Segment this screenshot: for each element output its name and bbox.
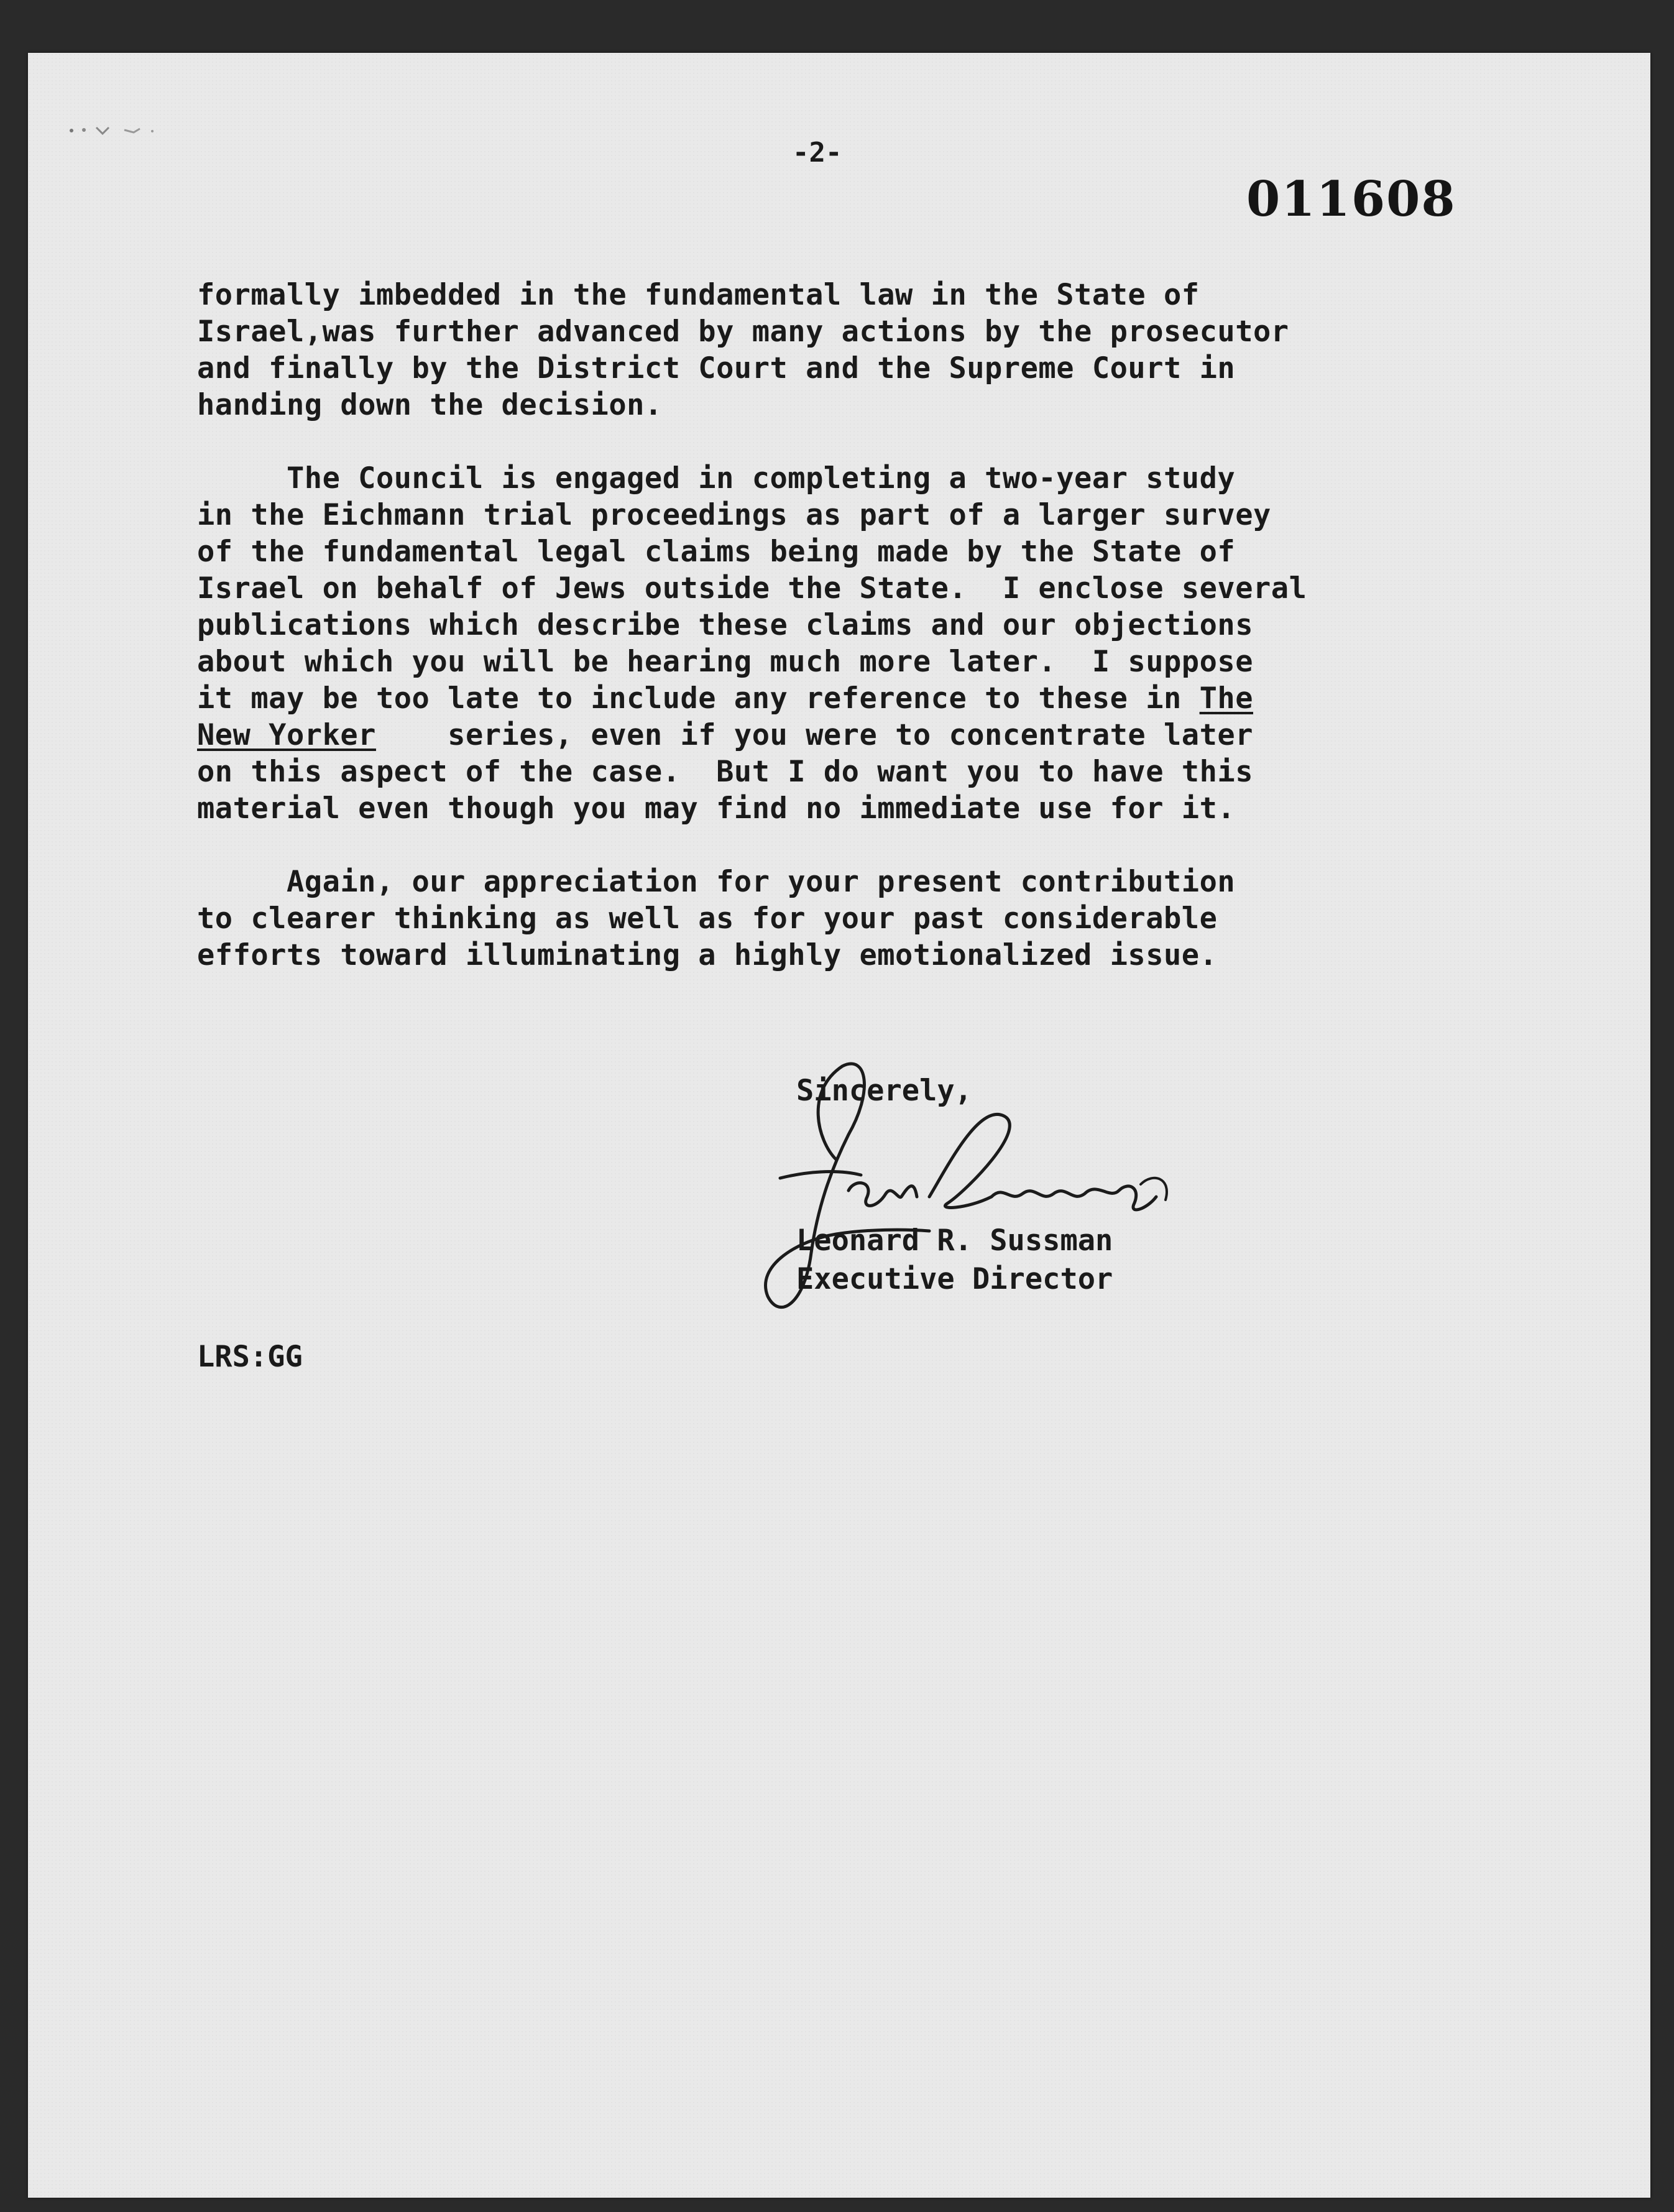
signer-name: Leonard R. Sussman	[796, 1224, 1113, 1258]
letter-body	[197, 277, 1471, 974]
body-line: in the Eichmann trial proceedings as part of a larger survey	[197, 498, 1271, 532]
body-line: Israel on behalf of Jews outside the State. I enclose several	[197, 571, 1307, 606]
body-line-text: it may be too late to include any reference to these in	[197, 681, 1200, 716]
page-number: -2-	[793, 137, 842, 168]
body-line: efforts toward illuminating a highly emotionalized issue.	[197, 938, 1218, 972]
body-line: of the fundamental legal claims being made by the State of	[197, 535, 1236, 569]
body-line: formally imbedded in the fundamental law in the State of	[197, 278, 1200, 312]
body-line: The Council is engaged in completing a two-year study	[197, 461, 1236, 495]
paragraph-1	[197, 277, 1471, 423]
letter-page	[28, 53, 1650, 2198]
body-line: Israel,was further advanced by many actions by the prosecutor	[197, 315, 1289, 349]
signature-block	[796, 1222, 1113, 1299]
body-line: publications which describe these claims and our objections	[197, 608, 1253, 642]
body-line: material even though you may find no immediate use for it.	[197, 791, 1236, 826]
body-line-text: series, even if you were to concentrate later	[448, 718, 1253, 752]
body-line	[197, 680, 1471, 717]
body-line: Again, our appreciation for your present contribution	[197, 865, 1236, 899]
body-line	[197, 717, 1471, 753]
salutation: Sincerely,	[796, 1074, 972, 1108]
signer-title: Executive Director	[796, 1262, 1113, 1296]
body-line: to clearer thinking as well as for your past considerable	[197, 901, 1218, 936]
body-line: about which you will be hearing much more later. I suppose	[197, 645, 1253, 679]
body-line: on this aspect of the case. But I do want you to have this	[197, 755, 1253, 789]
publication-title-part2: New Yorker	[197, 718, 376, 752]
body-line: and finally by the District Court and the Supreme Court in	[197, 351, 1236, 385]
reference-initials: LRS:GG	[197, 1340, 303, 1374]
document-number: 011608	[1246, 171, 1456, 228]
paragraph-3	[197, 864, 1471, 974]
paragraph-2	[197, 460, 1471, 827]
body-line: handing down the decision.	[197, 388, 663, 422]
corner-smudge-marks	[65, 121, 190, 140]
publication-title-part1: The	[1199, 681, 1253, 716]
